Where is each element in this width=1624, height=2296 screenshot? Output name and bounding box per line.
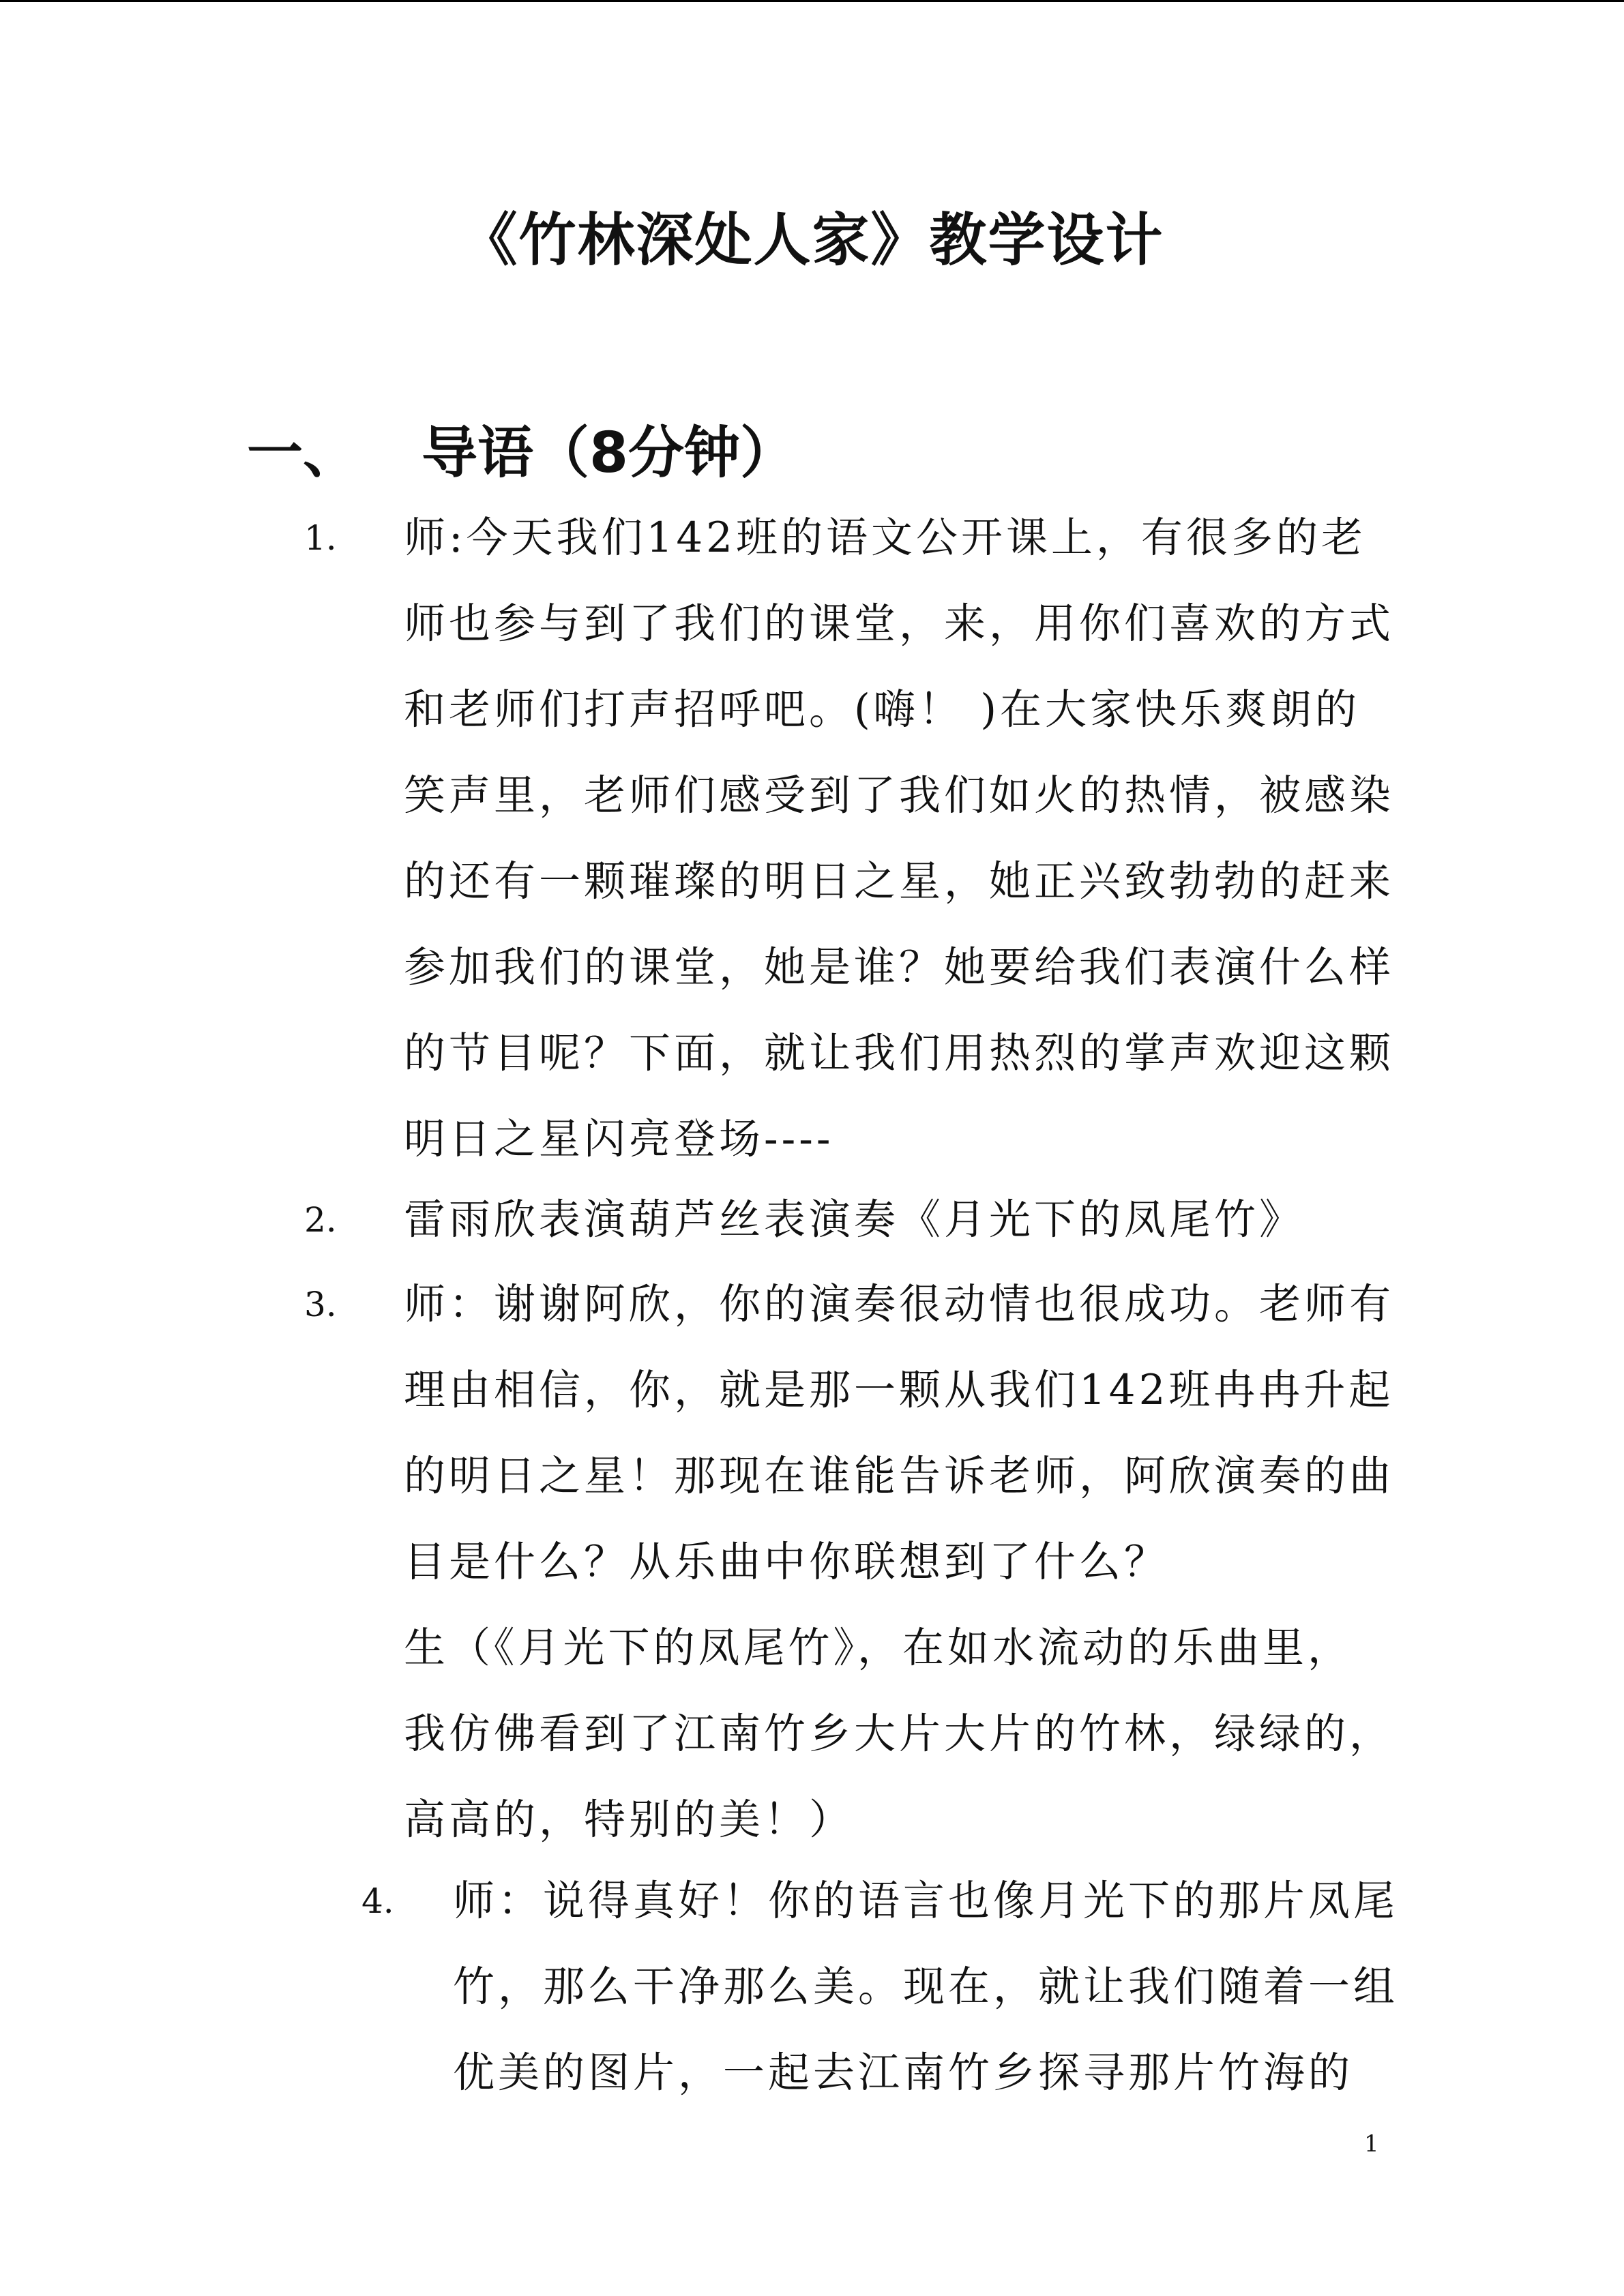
text-line: 师也参与到了我们的课堂，来，用你们喜欢的方式 bbox=[404, 599, 1395, 648]
document-title: 《竹林深处人家》教学设计 bbox=[460, 207, 1164, 273]
page-number: 1 bbox=[1364, 2130, 1379, 2158]
text-line: 师：说得真好！你的语言也像月光下的那片凤尾 bbox=[453, 1877, 1399, 1925]
text-line: 师：谢谢阿欣，你的演奏很动情也很成功。老师有 bbox=[404, 1280, 1395, 1328]
list-item-number: 1. bbox=[304, 518, 337, 558]
text-line: 生（《月光下的凤尾竹》，在如水流动的乐曲里， bbox=[404, 1624, 1353, 1672]
text-line: 师:今天我们142班的语文公开课上，有很多的老 bbox=[404, 513, 1366, 562]
top-border-rule bbox=[0, 0, 1624, 2]
list-item-number: 2. bbox=[304, 1200, 337, 1240]
text-line: 理由相信，你，就是那一颗从我们142班冉冉升起 bbox=[404, 1366, 1394, 1414]
text-line: 的节目呢？下面，就让我们用热烈的掌声欢迎这颗 bbox=[404, 1029, 1395, 1077]
list-item-number: 3. bbox=[304, 1285, 337, 1324]
section-heading-text: 导语（8分钟） bbox=[422, 421, 797, 486]
text-line: 优美的图片，一起去江南竹乡探寻那片竹海的 bbox=[453, 2048, 1354, 2097]
text-line: 和老师们打声招呼吧。(嗨！ )在大家快乐爽朗的 bbox=[404, 685, 1360, 734]
text-line: 雷雨欣表演葫芦丝表演奏《月光下的凤尾竹》 bbox=[404, 1195, 1305, 1244]
list-item bbox=[361, 1858, 1399, 2116]
list-item-number: 4. bbox=[361, 1881, 394, 1921]
list-item bbox=[304, 1177, 1305, 1263]
text-line: 竹，那么干净那么美。现在，就让我们随着一组 bbox=[453, 1963, 1399, 2011]
text-line: 明日之星闪亮登场---- bbox=[404, 1115, 834, 1163]
section-heading bbox=[247, 416, 796, 491]
text-line: 目是什么？从乐曲中你联想到了什么？ bbox=[404, 1538, 1170, 1586]
text-line: 高高的，特别的美！） bbox=[404, 1795, 855, 1844]
text-line: 参加我们的课堂，她是谁？她要给我们表演什么样 bbox=[404, 943, 1395, 992]
text-line: 笑声里，老师们感受到了我们如火的热情，被感染 bbox=[404, 771, 1395, 820]
text-line: 的明日之星！那现在谁能告诉老师，阿欣演奏的曲 bbox=[404, 1452, 1395, 1500]
list-item bbox=[304, 1262, 1395, 1863]
list-item bbox=[304, 495, 1395, 1182]
section-number: 一、 bbox=[247, 421, 359, 486]
text-line: 的还有一颗璀璨的明日之星，她正兴致勃勃的赶来 bbox=[404, 857, 1395, 906]
text-line: 我仿佛看到了江南竹乡大片大片的竹林，绿绿的， bbox=[404, 1710, 1395, 1758]
